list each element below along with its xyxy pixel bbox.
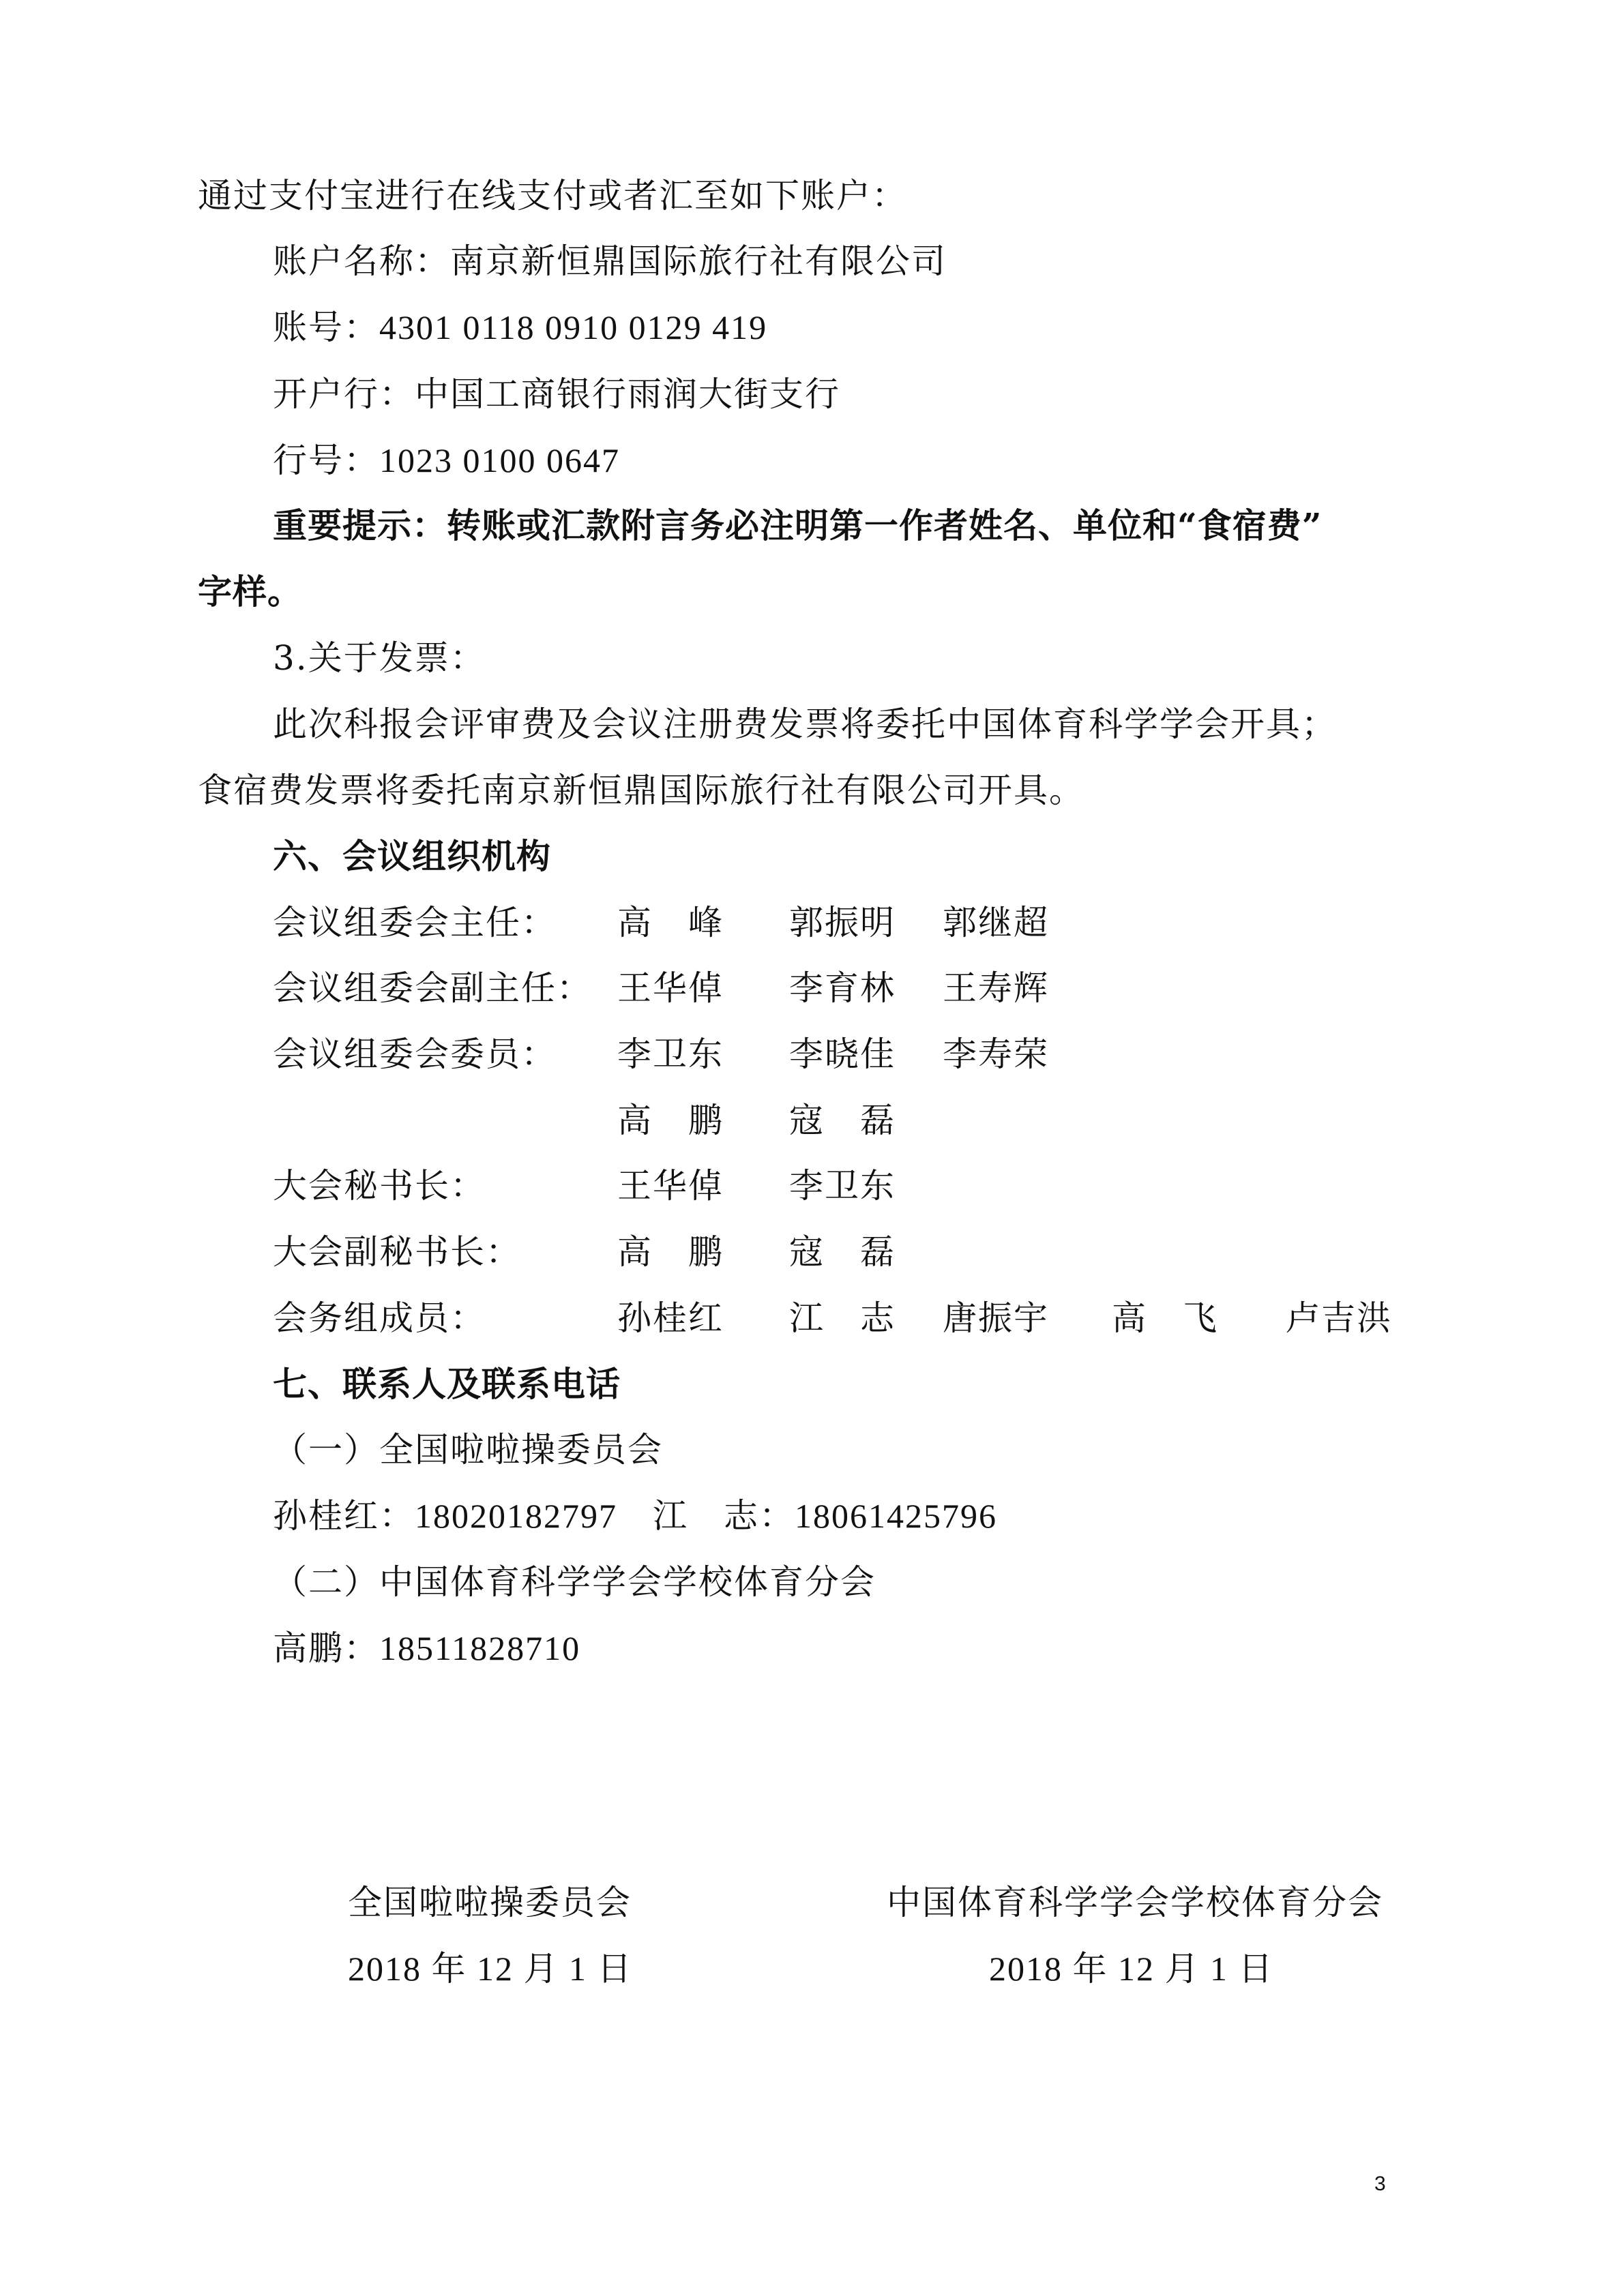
org-role: 会议组委会副主任： [273, 968, 592, 1008]
org-role: 大会秘书长： [273, 1166, 486, 1206]
account-number: 账号：4301 0118 0910 0129 419 [273, 308, 768, 346]
org-member-name: 王寿辉 [943, 968, 1049, 1008]
org-role: 会议组委会主任： [273, 903, 557, 942]
org-member-name: 李晓佳 [789, 1034, 896, 1074]
org-member-name: 卢吉洪 [1286, 1298, 1392, 1338]
org-role: 会务组成员： [273, 1298, 486, 1338]
account-name: 账户名称：南京新恒鼎国际旅行社有限公司 [273, 241, 947, 281]
org-member-name: 李卫东 [617, 1034, 724, 1074]
payment-intro: 通过支付宝进行在线支付或者汇至如下账户： [198, 176, 907, 215]
contact-group: （二）中国体育科学学会学校体育分会 [273, 1562, 876, 1602]
org-member-name: 郭继超 [943, 903, 1049, 942]
organization-heading: 六、会议组织机构 [273, 836, 551, 876]
org-member-name: 寇 磊 [789, 1232, 896, 1272]
contact-group: （一）全国啦啦操委员会 [273, 1430, 663, 1470]
bank-code: 行号：1023 0100 0647 [273, 441, 620, 479]
org-member-name: 李卫东 [789, 1166, 896, 1206]
org-member-name: 高 鹏 [617, 1232, 724, 1272]
org-member-name: 高 峰 [617, 903, 724, 942]
org-member-name: 唐振宇 [943, 1298, 1049, 1338]
invoice-line: 食宿费发票将委托南京新恒鼎国际旅行社有限公司开具。 [198, 771, 1084, 810]
invoice-heading: 3.关于发票： [273, 638, 486, 678]
page-number: 3 [1374, 2173, 1387, 2195]
signature-left-org: 全国啦啦操委员会 [348, 1883, 632, 1922]
invoice-line: 此次科报会评审费及会议注册费发票将委托中国体育科学学会开具； [273, 704, 1337, 744]
org-role: 会议组委会委员： [273, 1034, 557, 1074]
contacts-heading: 七、联系人及联系电话 [273, 1364, 621, 1404]
signature-right-org: 中国体育科学学会学校体育分会 [887, 1883, 1383, 1922]
org-member-name: 高 鹏 [617, 1101, 724, 1140]
signature-left-date: 2018 年 12 月 1 日 [348, 1950, 633, 1988]
org-member-name: 高 飞 [1112, 1298, 1218, 1338]
contact-people: 孙桂红：18020182797 江 志：18061425796 [273, 1497, 997, 1535]
signature-right-date: 2018 年 12 月 1 日 [989, 1950, 1274, 1988]
contact-people: 高鹏：18511828710 [273, 1629, 581, 1667]
org-member-name: 孙桂红 [617, 1298, 724, 1338]
org-member-name: 王华倬 [617, 968, 724, 1008]
org-member-name: 李育林 [789, 968, 896, 1008]
org-role: 大会副秘书长： [273, 1232, 521, 1272]
org-member-name: 江 志 [789, 1298, 896, 1338]
org-member-name: 郭振明 [789, 903, 896, 942]
org-member-name: 李寿荣 [943, 1034, 1049, 1074]
org-member-name: 寇 磊 [789, 1101, 896, 1140]
important-notice-cont: 字样。 [198, 571, 302, 612]
bank-name: 开户行：中国工商银行雨润大街支行 [273, 374, 840, 414]
important-notice: 重要提示：转账或汇款附言务必注明第一作者姓名、单位和“食宿费” [273, 505, 1323, 546]
org-member-name: 王华倬 [617, 1166, 724, 1206]
